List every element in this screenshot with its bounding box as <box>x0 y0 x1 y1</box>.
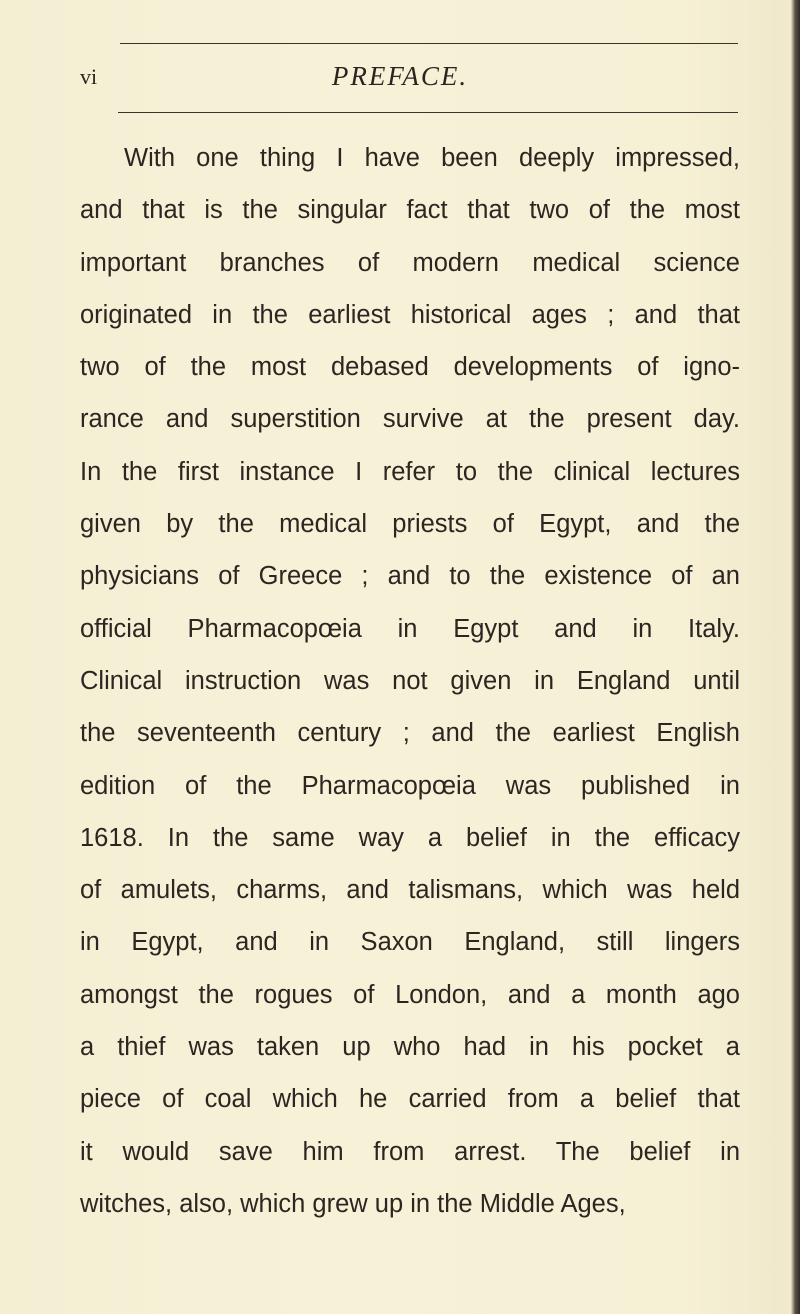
text-line-9: physicians of Greece ; and to the existence of an <box>80 562 740 591</box>
text-line-4: originated in the earliest historical ages ; and that <box>80 300 740 329</box>
text-line-19: piece of coal which he carried from a belief that <box>80 1085 740 1114</box>
text-line-1: With one thing I have been deeply impressed, <box>124 144 740 172</box>
header-rule-top <box>120 43 738 44</box>
text-line-6: rance and superstition survive at the present day. <box>80 405 740 434</box>
text-line-3: important branches of modern medical science <box>80 248 740 277</box>
text-line-7: In the first instance I refer to the clinical lectures <box>80 457 740 486</box>
text-line-18: a thief was taken up who had in his pocket a <box>80 1033 740 1062</box>
text-line-2: and that is the singular fact that two of the most <box>80 196 740 225</box>
body-text <box>80 132 740 1230</box>
page-number: vi <box>80 64 98 89</box>
text-line-15: of amulets, charms, and talismans, which was held <box>80 876 740 905</box>
running-head: PREFACE. <box>331 61 469 91</box>
text-line-11: Clinical instruction was not given in England until <box>80 666 740 695</box>
page-edge-shadow <box>791 0 800 1314</box>
header-rule-bottom <box>118 112 738 113</box>
text-line-14: 1618. In the same way a belief in the efficacy <box>80 823 740 852</box>
text-line-10: official Pharmacopœia in Egypt and in Italy. <box>80 614 740 643</box>
text-line-16: in Egypt, and in Saxon England, still lingers <box>80 928 740 957</box>
text-line-20: it would save him from arrest. The belief in <box>80 1137 740 1166</box>
text-line-17: amongst the rogues of London, and a month ago <box>80 980 740 1009</box>
text-line-5: two of the most debased developments of igno- <box>80 353 740 382</box>
text-line-21: witches, also, which grew up in the Middle Ages, <box>80 1189 626 1218</box>
text-line-13: edition of the Pharmacopœia was published in <box>80 771 740 800</box>
text-line-8: given by the medical priests of Egypt, and the <box>80 510 740 539</box>
text-line-12: the seventeenth century ; and the earliest English <box>80 719 740 748</box>
